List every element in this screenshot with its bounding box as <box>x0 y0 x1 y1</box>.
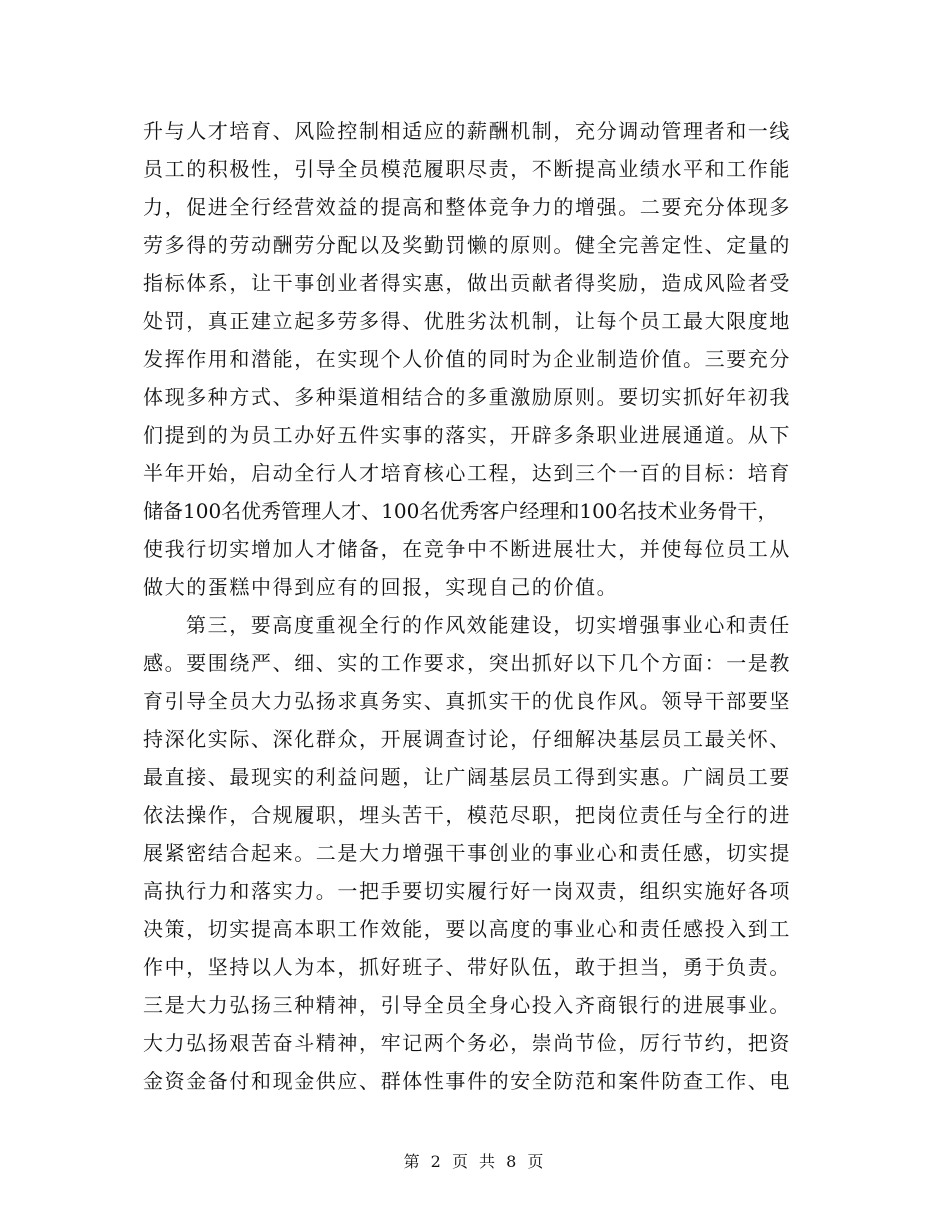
text-line: 三是大力弘扬三种精神，引导全员全身心投入齐商银行的进展事业。 <box>143 993 791 1017</box>
text-line: 们提到的为员工办好五件实事的落实，开辟多条职业进展通道。从下 <box>143 423 791 447</box>
text-line: 做大的蛋糕中得到应有的回报，实现自己的价值。 <box>143 575 619 599</box>
text-line: 半年开始，启动全行人才培育核心工程，达到三个一百的目标：培育 <box>143 461 791 485</box>
text-line: 劳多得的劳动酬劳分配以及奖勤罚懒的原则。健全完善定性、定量的 <box>143 233 791 257</box>
text-line: 储备100名优秀管理人才、100名优秀客户经理和100名技术业务骨干， <box>143 499 778 523</box>
text-line: 持深化实际、深化群众，开展调查讨论，仔细解决基层员工最关怀、 <box>143 727 791 751</box>
page-number-footer: 第 2 页 共 8 页 <box>403 1152 547 1171</box>
text-line: 指标体系，让干事创业者得实惠，做出贡献者得奖励，造成风险者受 <box>143 271 791 295</box>
text-line: 力，促进全行经营效益的提高和整体竞争力的增强。二要充分体现多 <box>143 195 791 219</box>
text-line: 金资金备付和现金供应、群体性事件的安全防范和案件防查工作、电 <box>143 1069 791 1093</box>
text-line: 作中，坚持以人为本，抓好班子、带好队伍，敢于担当，勇于负责。 <box>143 955 791 979</box>
text-line: 使我行切实增加人才储备，在竞争中不断进展壮大，并使每位员工从 <box>143 537 791 561</box>
text-line: 高执行力和落实力。一把手要切实履行好一岗双责，组织实施好各项 <box>143 879 791 903</box>
text-line: 处罚，真正建立起多劳多得、优胜劣汰机制，让每个员工最大限度地 <box>143 309 791 333</box>
paragraph-start-line: 第三，要高度重视全行的作风效能建设，切实增强事业心和责任 <box>186 613 791 637</box>
text-line: 升与人才培育、风险控制相适应的薪酬机制，充分调动管理者和一线 <box>143 119 791 143</box>
text-line: 感。要围绕严、细、实的工作要求，突出抓好以下几个方面：一是教 <box>143 651 791 675</box>
text-line: 展紧密结合起来。二是大力增强干事创业的事业心和责任感，切实提 <box>143 841 791 865</box>
text-line: 决策，切实提高本职工作效能，要以高度的事业心和责任感投入到工 <box>143 917 791 941</box>
text-line: 大力弘扬艰苦奋斗精神，牢记两个务必，崇尚节俭，厉行节约，把资 <box>143 1031 791 1055</box>
body-text <box>143 112 823 1100</box>
text-line: 最直接、最现实的利益问题，让广阔基层员工得到实惠。广阔员工要 <box>143 765 791 789</box>
text-line: 体现多种方式、多种渠道相结合的多重激励原则。要切实抓好年初我 <box>143 385 791 409</box>
text-line: 育引导全员大力弘扬求真务实、真抓实干的优良作风。领导干部要坚 <box>143 689 791 713</box>
text-line: 员工的积极性，引导全员模范履职尽责，不断提高业绩水平和工作能 <box>143 157 791 181</box>
text-line: 发挥作用和潜能，在实现个人价值的同时为企业制造价值。三要充分 <box>143 347 791 371</box>
text-line: 依法操作，合规履职，埋头苦干，模范尽职，把岗位责任与全行的进 <box>143 803 791 827</box>
